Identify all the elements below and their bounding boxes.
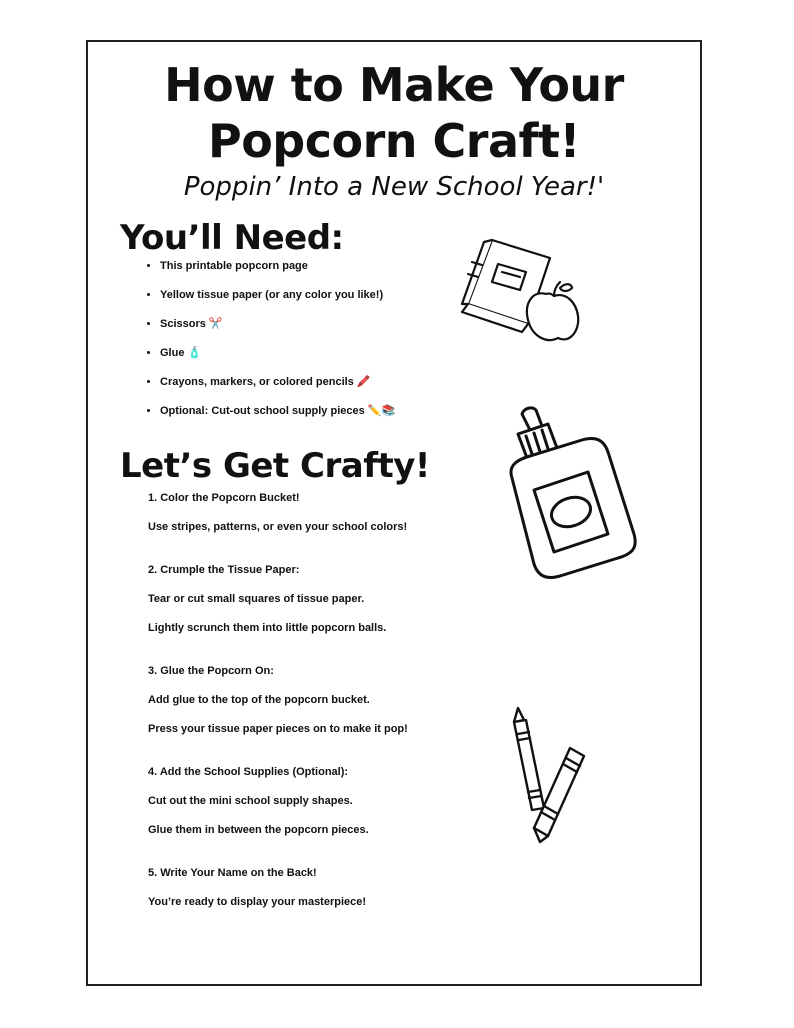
page-title-line2: Popcorn Craft! — [207, 114, 581, 168]
glue-bottle-illustration — [504, 404, 640, 594]
step-line: Press your tissue paper pieces on to make it pop! — [148, 723, 408, 735]
page-title-line1: How to Make Your — [164, 58, 624, 112]
step-line: You’re ready to display your masterpiece! — [148, 896, 367, 908]
needs-heading: You’ll Need: — [120, 218, 344, 258]
step-title: 1. Color the Popcorn Bucket! — [148, 492, 300, 504]
step-line: Cut out the mini school supply shapes. — [148, 795, 353, 807]
step-line: Add glue to the top of the popcorn bucket. — [148, 694, 370, 706]
worksheet-page — [86, 40, 702, 986]
list-item: • This printable popcorn page — [160, 256, 395, 285]
crayons-illustration — [508, 704, 608, 844]
list-item: • Glue 🧴 — [160, 343, 395, 372]
step-line: Lightly scrunch them into little popcorn balls. — [148, 622, 387, 634]
list-item: • Crayons, markers, or colored pencils 🖍️ — [160, 372, 395, 401]
needs-list — [132, 256, 395, 430]
book-and-apple-illustration — [454, 232, 584, 352]
step-line: Glue them in between the popcorn pieces. — [148, 824, 369, 836]
page-subtitle: Poppin’ Into a New School Year!' — [183, 172, 605, 202]
list-item: • Yellow tissue paper (or any color you like!) — [160, 285, 395, 314]
list-item: • Scissors ✂️ — [160, 314, 395, 343]
step-title: 4. Add the School Supplies (Optional): — [148, 766, 349, 778]
step-title: 2. Crumple the Tissue Paper: — [148, 564, 300, 576]
step-title: 5. Write Your Name on the Back! — [148, 867, 317, 879]
step-title: 3. Glue the Popcorn On: — [148, 665, 274, 677]
step-line: Tear or cut small squares of tissue paper. — [148, 593, 365, 605]
step-line: Use stripes, patterns, or even your school colors! — [148, 521, 408, 533]
crafty-heading: Let’s Get Crafty! — [120, 446, 430, 486]
list-item: • Optional: Cut-out school supply pieces ✏️📚 — [160, 401, 395, 430]
